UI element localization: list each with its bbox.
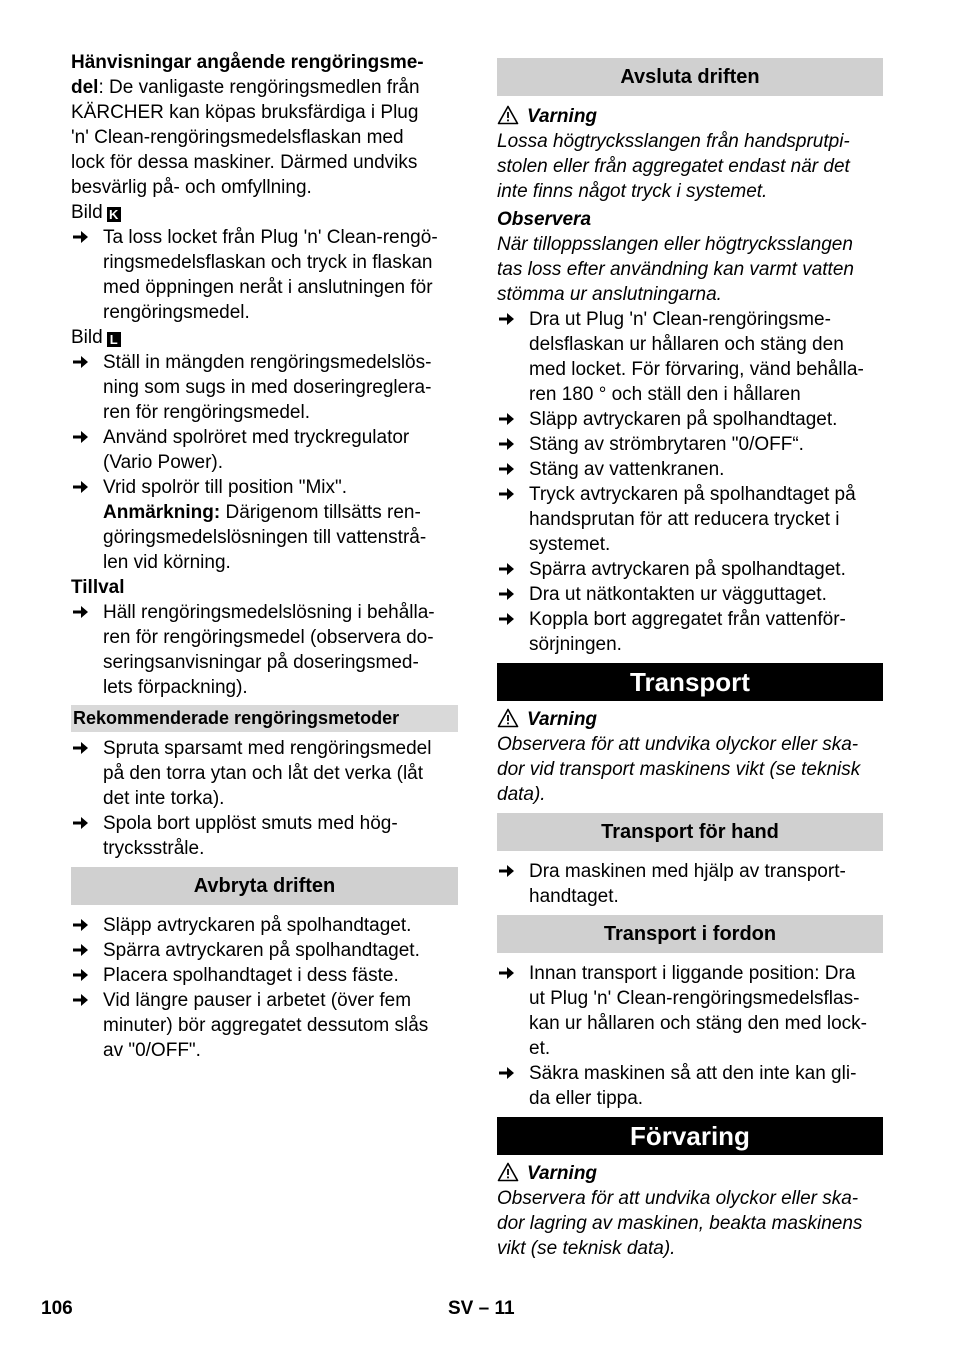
step-text: ning som sugs in med doseringreglera-	[103, 377, 432, 398]
step-text: Ställ in mängden rengöringsmedelslös-	[103, 352, 432, 373]
forvaring-heading: Förvaring	[497, 1117, 883, 1155]
transport-fordon-heading: Transport i fordon	[497, 915, 883, 953]
step-text: Spruta sparsamt med rengöringsmedel	[103, 738, 432, 759]
arrow-icon	[497, 432, 521, 457]
step-text: Häll rengöringsmedelslösning i behålla-	[103, 602, 435, 623]
note-text: len vid körning.	[103, 552, 231, 573]
step-item	[497, 582, 883, 607]
warning-triangle-icon	[497, 1162, 519, 1182]
step-item	[71, 913, 458, 938]
step-text: rengöringsmedel.	[103, 302, 250, 323]
step-text: ringsmedelsflaskan och tryck in flaskan	[103, 252, 433, 273]
warning-label-row	[497, 104, 883, 129]
arrow-icon	[497, 582, 521, 607]
section-label: SV – 11	[448, 1298, 515, 1319]
arrow-icon	[497, 482, 521, 507]
intro-line-1	[71, 50, 458, 75]
step-text: Vrid spolrör till position "Mix".	[103, 477, 348, 498]
warning-triangle-icon	[497, 105, 519, 125]
step-text: trycksstråle.	[103, 838, 205, 859]
warning-text: inte finns något tryck i systemet.	[497, 181, 768, 202]
arrow-icon	[71, 350, 95, 375]
arrow-icon	[71, 963, 95, 988]
step-text: på den torra ytan och låt det verka (låt	[103, 763, 424, 784]
rek-heading: Rekommenderade rengöringsmetoder	[71, 705, 458, 732]
step-text: Koppla bort aggregatet från vattenför-	[529, 609, 846, 630]
arrow-icon	[497, 307, 521, 332]
intro-text: : De vanligaste rengöringsmedlen från	[98, 77, 420, 98]
step-item	[497, 457, 883, 482]
step-text: systemet.	[529, 534, 611, 555]
warning-label: Varning	[527, 1163, 598, 1184]
figure-ref-l	[71, 325, 458, 350]
step-text: kan ur hållaren och stäng den med lock-	[529, 1013, 867, 1034]
step-text: Stäng av vattenkranen.	[529, 459, 725, 480]
warning-label: Varning	[527, 709, 598, 730]
step-text: Ta loss locket från Plug 'n' Clean-rengö-	[103, 227, 438, 248]
arrow-icon	[71, 938, 95, 963]
step-text: Släpp avtryckaren på spolhandtaget.	[529, 409, 838, 430]
step-item	[497, 307, 883, 407]
figure-l-badge: L	[107, 332, 121, 347]
warning-label: Varning	[527, 106, 598, 127]
warning-text: data).	[497, 784, 546, 805]
step-text: Vid längre pauser i arbetet (över fem	[103, 990, 412, 1011]
arrow-icon	[497, 607, 521, 632]
step-text: Spärra avtryckaren på spolhandtaget.	[103, 940, 420, 961]
step-text: Dra ut Plug 'n' Clean-rengöringsme-	[529, 309, 831, 330]
intro-text: besvärlig på- och omfyllning.	[71, 177, 312, 198]
step-text: Dra maskinen med hjälp av transport-	[529, 861, 846, 882]
page-number: 106	[41, 1298, 73, 1319]
arrow-icon	[497, 859, 521, 884]
observera-text: tas loss efter användning kan varmt vatten	[497, 259, 854, 280]
arrow-icon	[71, 811, 95, 836]
step-text: et.	[529, 1038, 551, 1059]
step-item	[71, 736, 458, 811]
warning-text: Observera för att undvika olyckor eller ska-	[497, 1188, 859, 1209]
intro-heading: Hänvisningar angående rengöringsme-	[71, 52, 424, 73]
step-text: sörjningen.	[529, 634, 622, 655]
note-line	[103, 500, 458, 525]
observera-text: När tilloppsslangen eller högtrycksslangen	[497, 234, 853, 255]
step-item	[71, 425, 458, 475]
step-text: delsflaskan ur hållaren och stäng den	[529, 334, 844, 355]
step-item	[71, 475, 458, 575]
note-text: göringsmedelslösningen till vattenstrå-	[103, 527, 427, 548]
observera-text: stömma ur anslutningarna.	[497, 284, 722, 305]
step-item	[497, 1061, 883, 1111]
avsluta-heading: Avsluta driften	[497, 58, 883, 96]
step-text: ren för rengöringsmedel (observera do-	[103, 627, 434, 648]
step-text: det inte torka).	[103, 788, 225, 809]
arrow-icon	[497, 961, 521, 986]
step-text: ut Plug 'n' Clean-rengöringsmedelsflas-	[529, 988, 860, 1009]
arrow-icon	[71, 988, 95, 1013]
arrow-icon	[497, 407, 521, 432]
warning-label-row	[497, 707, 883, 732]
step-item	[497, 407, 883, 432]
figure-label: Bild	[71, 202, 103, 223]
step-item	[497, 432, 883, 457]
arrow-icon	[71, 913, 95, 938]
intro-text: 'n' Clean-rengöringsmedelsflaskan med	[71, 127, 404, 148]
intro-text: lock för dessa maskiner. Därmed undviks	[71, 152, 418, 173]
step-text: Stäng av strömbrytaren "0/OFF“.	[529, 434, 804, 455]
step-item	[71, 600, 458, 700]
warning-text: vikt (se teknisk data).	[497, 1238, 676, 1259]
step-item	[497, 482, 883, 557]
warning-text: Observera för att undvika olyckor eller ska-	[497, 734, 859, 755]
arrow-icon	[497, 1061, 521, 1086]
left-column	[71, 50, 458, 1063]
transport-heading: Transport	[497, 663, 883, 701]
note-text: Därigenom tillsätts ren-	[220, 502, 421, 523]
step-text: ren 180 ° och ställ den i hållaren	[529, 384, 801, 405]
arrow-icon	[71, 225, 95, 250]
arrow-icon	[497, 557, 521, 582]
warning-triangle-icon	[497, 708, 519, 728]
step-text: handtaget.	[529, 886, 619, 907]
note-label: Anmärkning:	[103, 502, 221, 523]
arrow-icon	[497, 457, 521, 482]
step-text: minuter) bör aggregatet dessutom slås	[103, 1015, 429, 1036]
warning-text: Lossa högtrycksslangen från handsprutpi-	[497, 131, 850, 152]
figure-k-badge: K	[107, 207, 121, 222]
step-item	[497, 557, 883, 582]
right-column	[497, 58, 883, 1261]
step-text: da eller tippa.	[529, 1088, 644, 1109]
observera-label: Observera	[497, 209, 592, 230]
arrow-icon	[71, 425, 95, 450]
figure-label: Bild	[71, 327, 103, 348]
transport-hand-heading: Transport för hand	[497, 813, 883, 851]
step-text: lets förpackning).	[103, 677, 248, 698]
step-text: Släpp avtryckaren på spolhandtaget.	[103, 915, 412, 936]
step-item	[71, 938, 458, 963]
step-item	[71, 963, 458, 988]
step-text: av "0/OFF".	[103, 1040, 201, 1061]
step-item	[71, 988, 458, 1063]
step-text: Dra ut nätkontakten ur vägguttaget.	[529, 584, 827, 605]
step-text: Spärra avtryckaren på spolhandtaget.	[529, 559, 846, 580]
arrow-icon	[71, 600, 95, 625]
warning-text: stolen eller från aggregatet endast när det	[497, 156, 850, 177]
step-text: Använd spolröret med tryckregulator	[103, 427, 410, 448]
step-item	[71, 225, 458, 325]
step-text: ren för rengöringsmedel.	[103, 402, 310, 423]
step-item	[71, 811, 458, 861]
arrow-icon	[71, 475, 95, 500]
intro-line-2	[71, 75, 458, 100]
tillval-heading: Tillval	[71, 577, 125, 598]
step-text: Säkra maskinen så att den inte kan gli-	[529, 1063, 857, 1084]
warning-text: dor vid transport maskinens vikt (se teknisk	[497, 759, 861, 780]
step-item	[71, 350, 458, 425]
arrow-icon	[71, 736, 95, 761]
step-text: Innan transport i liggande position: Dra	[529, 963, 856, 984]
step-text: handsprutan för att reducera trycket i	[529, 509, 840, 530]
warning-text: dor lagring av maskinen, beakta maskinens	[497, 1213, 863, 1234]
intro-heading-cont: del	[71, 77, 99, 98]
step-item	[497, 859, 883, 909]
step-item	[497, 961, 883, 1061]
intro-text: KÄRCHER kan köpas bruksfärdiga i Plug	[71, 102, 419, 123]
step-text: seringsanvisningar på doseringsmed-	[103, 652, 419, 673]
warning-label-row	[497, 1161, 883, 1186]
avbryta-heading: Avbryta driften	[71, 867, 458, 905]
step-text: Placera spolhandtaget i dess fäste.	[103, 965, 399, 986]
step-text: med öppningen neråt i anslutningen för	[103, 277, 433, 298]
step-text: med locket. För förvaring, vänd behålla-	[529, 359, 864, 380]
figure-ref-k	[71, 200, 458, 225]
step-text: Spola bort upplöst smuts med hög-	[103, 813, 398, 834]
step-text: Tryck avtryckaren på spolhandtaget på	[529, 484, 856, 505]
step-text: (Vario Power).	[103, 452, 224, 473]
step-item	[497, 607, 883, 657]
